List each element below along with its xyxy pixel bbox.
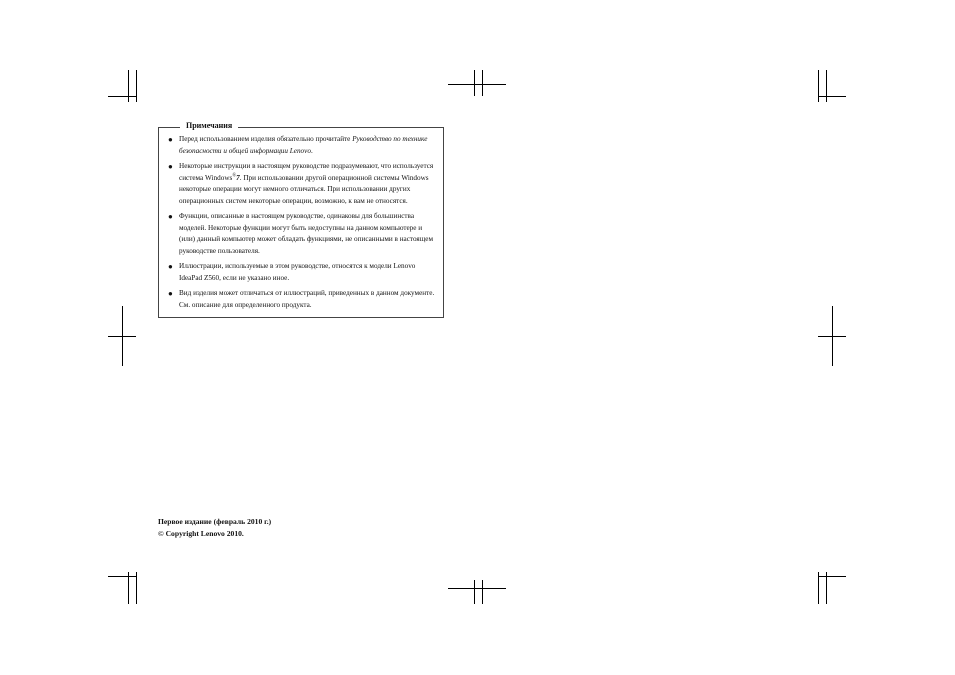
crop-mark-top-center-h [448, 84, 506, 85]
crop-mark-bottom-left-v2 [136, 572, 137, 604]
list-item [168, 211, 436, 257]
crop-mark-top-right-v2 [826, 70, 827, 102]
note-1-end: . [310, 146, 313, 155]
crop-mark-bottom-left-h [108, 576, 136, 577]
notes-list [168, 134, 436, 315]
note-2-text-b: . При использовании другой операционной системы Windows некоторые операции могут немного отличаться. При использовании других операционных систем некоторые операции, возможно, к вам не относятся. [179, 173, 429, 205]
crop-mark-top-right-v1 [818, 70, 819, 102]
crop-mark-mid-left-v [122, 306, 123, 366]
bullet-icon: ● [168, 135, 173, 144]
list-item [168, 261, 436, 284]
note-2-text-a: Некоторые инструкции в настоящем руководстве подразумевают, что используется система Windows [179, 162, 434, 182]
crop-mark-top-center-v1 [474, 70, 475, 96]
crop-mark-top-left-v2 [136, 70, 137, 102]
crop-mark-top-left-v1 [128, 70, 129, 102]
list-item [168, 288, 436, 311]
bullet-icon: ● [168, 212, 173, 221]
crop-mark-bottom-center-h [448, 588, 506, 589]
crop-mark-top-center-v2 [482, 70, 483, 96]
bullet-icon: ● [168, 162, 173, 171]
edition-block [158, 516, 271, 540]
crop-mark-bottom-left-v1 [128, 572, 129, 604]
crop-mark-bottom-right-v2 [826, 572, 827, 604]
crop-mark-bottom-right-v1 [818, 572, 819, 604]
windows-version: 7 [236, 173, 240, 182]
crop-mark-top-left-h [108, 96, 136, 97]
crop-mark-mid-right-v [832, 306, 833, 366]
registered-mark: ® [232, 173, 237, 179]
bullet-icon: ● [168, 289, 173, 298]
list-item [168, 134, 436, 157]
crop-mark-top-right-h [818, 96, 846, 97]
notes-title: Примечания [180, 120, 238, 132]
note-4-text: Иллюстрации, используемые в этом руководстве, относятся к модели Lenovo IdeaPad Z560, если не указано иное. [179, 262, 416, 282]
bullet-icon: ● [168, 262, 173, 271]
note-3-text: Функции, описанные в настоящем руководстве, одинаковы для большинства моделей. Некоторые функции могут быть недоступны на данном компьютере и (или) данный компьютер может обладать функциями, не описанными в настоящем руководстве пользователя. [179, 212, 434, 255]
crop-mark-bottom-center-v1 [474, 580, 475, 604]
crop-mark-bottom-center-v2 [482, 580, 483, 604]
copyright-line: © Copyright Lenovo 2010. [158, 529, 244, 538]
note-1-text: Перед использованием изделия обязательно прочитайте [179, 135, 353, 143]
crop-mark-bottom-right-h [818, 576, 846, 577]
list-item [168, 161, 436, 207]
edition-line: Первое издание (февраль 2010 г.) [158, 517, 272, 526]
note-1-guide-title: Руководство по технике безопасности и общей информации Lenovo [179, 135, 428, 155]
note-5-text: Вид изделия может отличаться от иллюстраций, приведенных в данном документе. См. описание для определенного продукта. [179, 289, 435, 309]
